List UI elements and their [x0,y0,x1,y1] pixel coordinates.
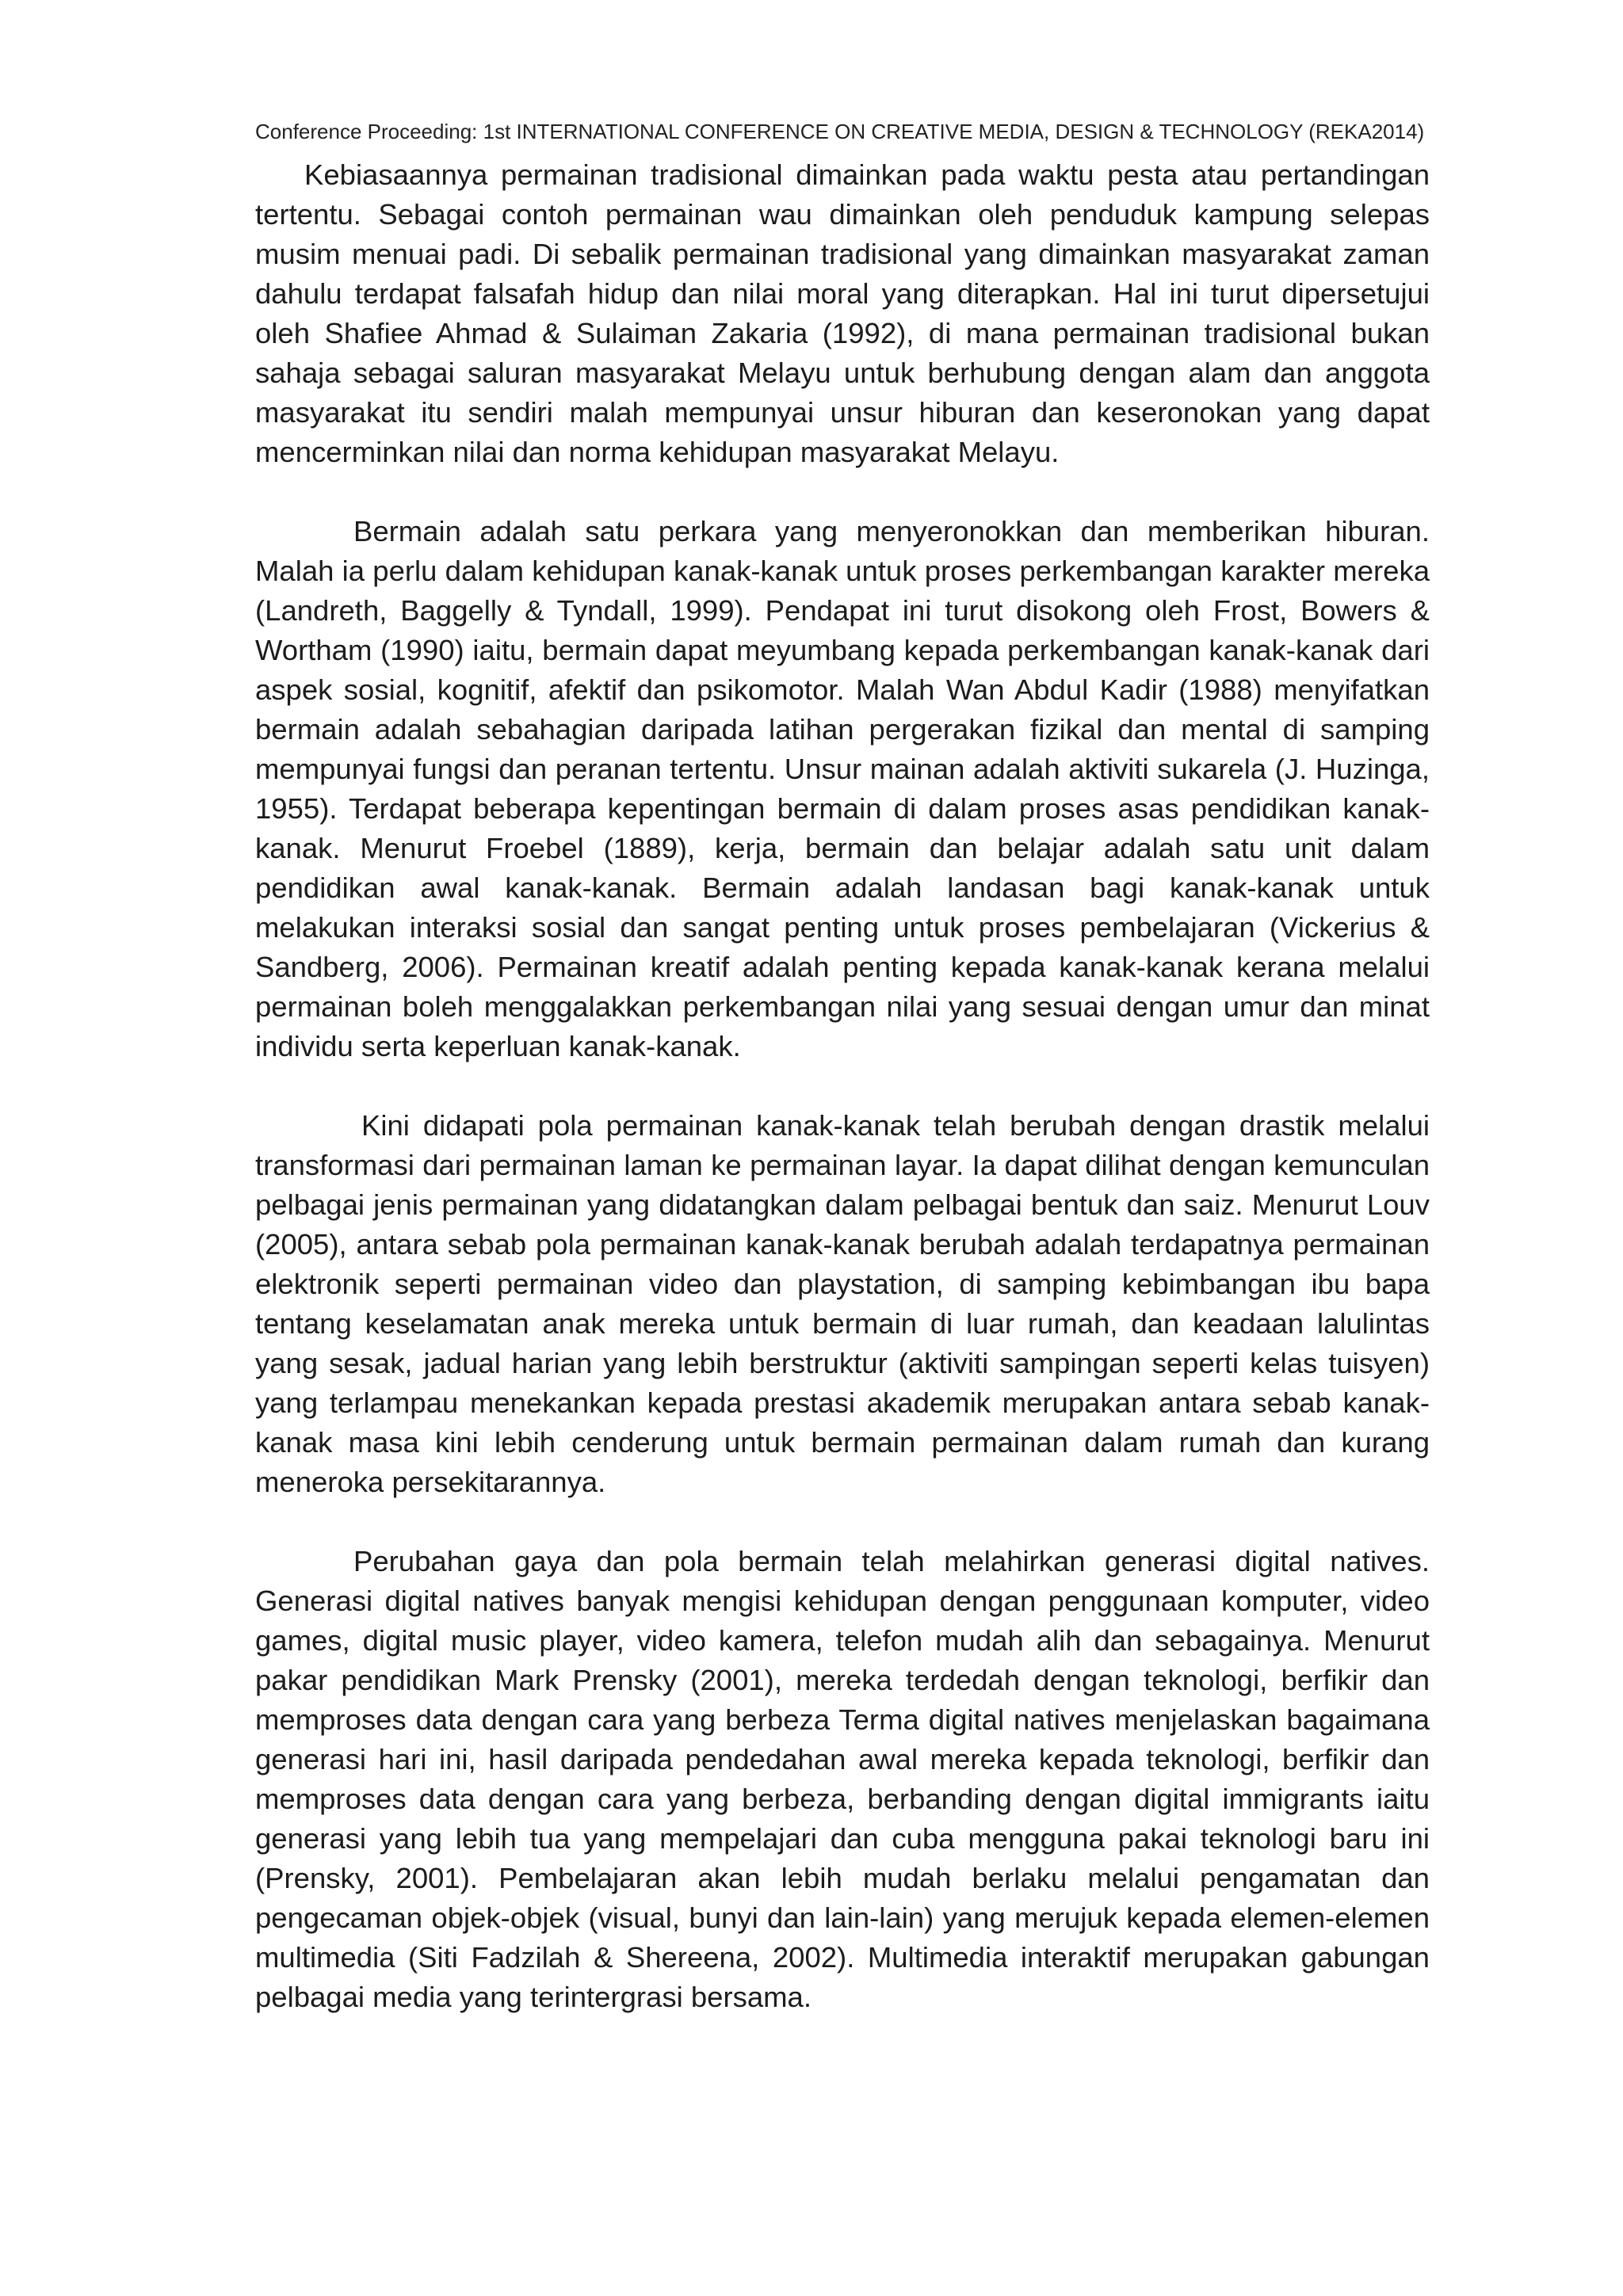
document-page [255,119,1430,2017]
body-paragraph-3: Kini didapati pola permainan kanak-kanak telah berubah dengan drastik melalui transformasi dari permainan laman ke permainan layar. Ia dapat dilihat dengan kemunculan pelbagai jenis permainan yang didatangkan dalam pelbagai bentuk dan saiz. Menurut Louv (2005), antara sebab pola permainan kanak-kanak berubah adalah terdapatnya permainan elektronik seperti permainan video dan playstation, di samping kebimbangan ibu bapa tentang keselamatan anak mereka untuk bermain di luar rumah, dan keadaan lalulintas yang sesak, jadual harian yang lebih berstruktur (aktiviti sampingan seperti kelas tuisyen) yang terlampau menekankan kepada prestasi akademik merupakan antara sebab kanak-kanak masa kini lebih cenderung untuk bermain permainan dalam rumah dan kurang meneroka persekitarannya. [255,1109,1430,1498]
body-paragraph-2: Bermain adalah satu perkara yang menyeronokkan dan memberikan hiburan. Malah ia perlu dalam kehidupan kanak-kanak untuk proses perkembangan karakter mereka (Landreth, Baggelly & Tyndall, 1999). Pendapat ini turut disokong oleh Frost, Bowers & Wortham (1990) iaitu, bermain dapat meyumbang kepada perkembangan kanak-kanak dari aspek sosial, kognitif, afektif dan psikomotor. Malah Wan Abdul Kadir (1988) menyifatkan bermain adalah sebahagian daripada latihan pergerakan fizikal dan mental di samping mempunyai fungsi dan peranan tertentu. Unsur mainan adalah aktiviti sukarela (J. Huzinga, 1955). Terdapat beberapa kepentingan bermain di dalam proses asas pendidikan kanak-kanak. Menurut Froebel (1889), kerja, bermain dan belajar adalah satu unit dalam pendidikan awal kanak-kanak. Bermain adalah landasan bagi kanak-kanak untuk melakukan interaksi sosial dan sangat penting untuk proses pembelajaran (Vickerius & Sandberg, 2006). Permainan kreatif adalah penting kepada kanak-kanak kerana melalui permainan boleh menggalakkan perkembangan nilai yang sesuai dengan umur dan minat individu serta keperluan kanak-kanak. [255,515,1430,1062]
body-paragraph-1: Kebiasaannya permainan tradisional dimainkan pada waktu pesta atau pertandingan tertentu. Sebagai contoh permainan wau dimainkan oleh penduduk kampung selepas musim menuai padi. Di sebalik permainan tradisional yang dimainkan masyarakat zaman dahulu terdapat falsafah hidup dan nilai moral yang diterapkan. Hal ini turut dipersetujui oleh Shafiee Ahmad & Sulaiman Zakaria (1992), di mana permainan tradisional bukan sahaja sebagai saluran masyarakat Melayu untuk berhubung dengan alam dan anggota masyarakat itu sendiri malah mempunyai unsur hiburan dan keseronokan yang dapat mencerminkan nilai dan norma kehidupan masyarakat Melayu. [255,158,1430,468]
body-paragraph-4: Perubahan gaya dan pola bermain telah melahirkan generasi digital natives. Generasi digital natives banyak mengisi kehidupan dengan penggunaan komputer, video games, digital music player, video kamera, telefon mudah alih dan sebagainya. Menurut pakar pendidikan Mark Prensky (2001), mereka terdedah dengan teknologi, berfikir dan memproses data dengan cara yang berbeza Terma digital natives menjelaskan bagaimana generasi hari ini, hasil daripada pendedahan awal mereka kepada teknologi, berfikir dan memproses data dengan cara yang berbeza, berbanding dengan digital immigrants iaitu generasi yang lebih tua yang mempelajari dan cuba mengguna pakai teknologi baru ini (Prensky, 2001). Pembelajaran akan lebih mudah berlaku melalui pengamatan dan pengecaman objek-objek (visual, bunyi dan lain-lain) yang merujuk kepada elemen-elemen multimedia (Siti Fadzilah & Shereena, 2002). Multimedia interaktif merupakan gabungan pelbagai media yang terintergrasi bersama. [255,1545,1430,2013]
running-header: Conference Proceeding: 1st INTERNATIONAL CONFERENCE ON CREATIVE MEDIA, DESIGN & TECHNOLOGY (REKA2014) [255,120,1425,143]
